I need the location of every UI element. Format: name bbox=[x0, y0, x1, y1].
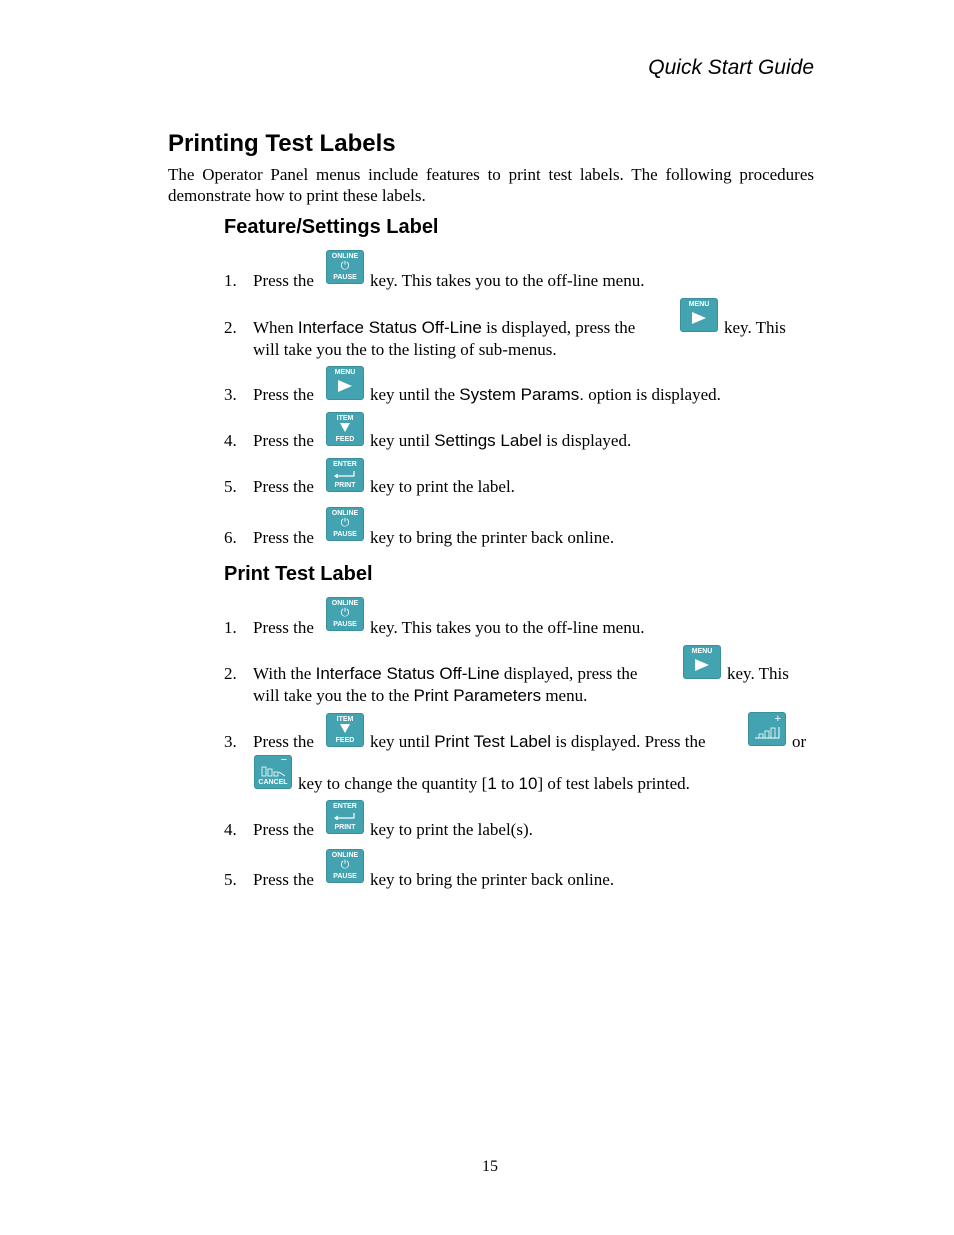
s2-step-5: 5. Press the bbox=[224, 870, 314, 889]
item-feed-key-icon: ITEM FEED bbox=[326, 713, 364, 747]
cancel-key-icon: − CANCEL bbox=[254, 755, 292, 789]
s1-step-1: 1. Press the bbox=[224, 271, 314, 290]
menu-key-icon: MENU bbox=[680, 298, 718, 332]
page-title: Printing Test Labels bbox=[168, 130, 396, 157]
section-heading-print-test-label: Print Test Label bbox=[224, 563, 373, 585]
s1-step-2: 2. When Interface Status Off-Line is displayed, press the bbox=[224, 318, 636, 337]
plus-key-icon: + bbox=[748, 712, 786, 746]
menu-key-icon: MENU bbox=[683, 645, 721, 679]
s2-step-4: 4. Press the bbox=[224, 820, 314, 839]
running-header: Quick Start Guide bbox=[648, 56, 814, 79]
s2-step-4-tail: key to print the label(s). bbox=[370, 820, 533, 839]
s1-step-6-tail: key to bring the printer back online. bbox=[370, 528, 615, 547]
s2-step-3-cont: key to change the quantity [1 to 10] of test labels printed. bbox=[298, 774, 690, 793]
item-feed-key-icon: ITEM FEED bbox=[326, 412, 364, 446]
online-pause-key-icon: ONLINE ⏻ PAUSE bbox=[326, 597, 364, 631]
s1-step-3-tail: key until the System Params. option is displayed. bbox=[370, 385, 721, 404]
menu-key-icon: MENU bbox=[326, 366, 364, 400]
s2-step-1: 1. Press the bbox=[224, 618, 314, 637]
s2-step-3-or: or bbox=[792, 732, 807, 751]
page-number: 15 bbox=[482, 1158, 498, 1175]
s2-step-3: 3. Press the bbox=[224, 732, 314, 751]
s2-step-2: 2. With the Interface Status Off-Line displayed, press the bbox=[224, 664, 638, 683]
s1-step-4-tail: key until Settings Label is displayed. bbox=[370, 431, 632, 450]
online-pause-key-icon: ONLINE ⏻ PAUSE bbox=[326, 849, 364, 883]
s1-step-5: 5. Press the bbox=[224, 477, 314, 496]
s1-step-5-tail: key to print the label. bbox=[370, 477, 515, 496]
online-pause-key-icon: ONLINE ⏻ PAUSE bbox=[326, 250, 364, 284]
enter-print-key-icon: ENTER PRINT bbox=[326, 458, 364, 492]
section-heading-feature-settings: Feature/Settings Label bbox=[224, 216, 439, 238]
s1-step-4: 4. Press the bbox=[224, 431, 314, 450]
s2-step-5-tail: key to bring the printer back online. bbox=[370, 870, 615, 889]
s1-step-2-tail: key. This bbox=[724, 318, 786, 337]
s1-step-2-cont: will take you the to the listing of sub-menus. bbox=[253, 340, 557, 359]
s1-step-6: 6. Press the bbox=[224, 528, 314, 547]
s2-step-2-tail: key. This bbox=[727, 664, 789, 683]
s2-step-2-cont: will take you the to the Print Parameters menu. bbox=[253, 686, 588, 705]
s2-step-1-tail: key. This takes you to the off-line menu. bbox=[370, 618, 645, 637]
s2-step-3-tail: key until Print Test Label is displayed. Press the bbox=[370, 732, 706, 751]
s1-step-3: 3. Press the bbox=[224, 385, 314, 404]
online-pause-key-icon: ONLINE ⏻ PAUSE bbox=[326, 507, 364, 541]
s1-step-1-tail: key. This takes you to the off-line menu. bbox=[370, 271, 645, 290]
intro-paragraph: The Operator Panel menus include features to print test labels. The following procedures demonstrate how to print these labels. bbox=[168, 165, 814, 205]
enter-print-key-icon: ENTER PRINT bbox=[326, 800, 364, 834]
